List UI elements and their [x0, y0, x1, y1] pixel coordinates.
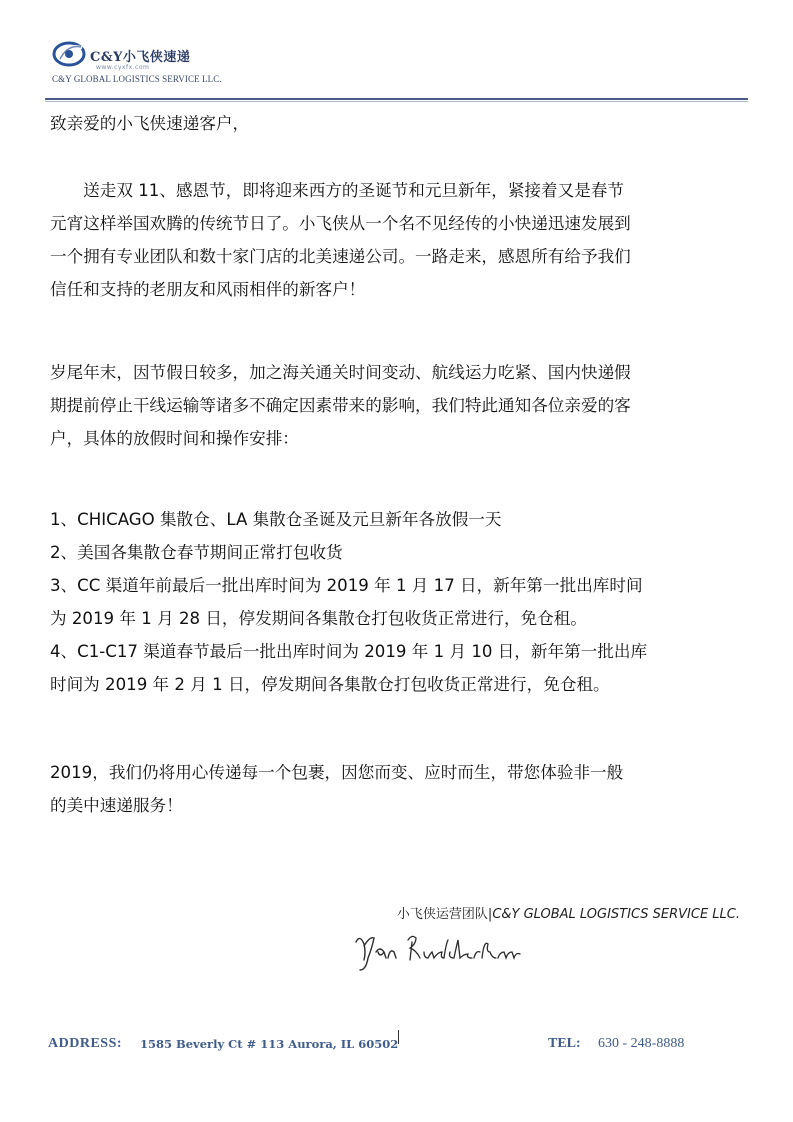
paragraph-line: 2019，我们仍将用心传递每一个包裹，因您而变、应时而生，带您体验非一般: [50, 763, 624, 782]
paragraph-line: 期提前停止干线运输等诸多不确定因素带来的影响，我们特此通知各位亲爱的客: [50, 396, 631, 415]
schedule-item: 为 2019 年 1 月 28 日，停发期间各集散仓打包收货正常进行，免仓租。: [50, 609, 587, 628]
paragraph-line: 送走双 11、感恩节，即将迎来西方的圣诞节和元旦新年，紧接着又是春节: [50, 181, 624, 200]
paragraph-notice: [50, 356, 750, 455]
team-signoff: [397, 903, 740, 922]
team-name-en: C&Y GLOBAL LOGISTICS SERVICE LLC.: [492, 907, 740, 922]
paragraph-line: 户，具体的放假时间和操作安排：: [50, 429, 299, 448]
signature-name: Yan Rudderham: [514, 974, 522, 975]
paragraph-line: 一个拥有专业团队和数十家门店的北美速递公司。一路走来，感恩所有给予我们: [50, 247, 631, 266]
schedule-item: 时间为 2019 年 2 月 1 日，停发期间各集散仓打包收货正常进行，免仓租。: [50, 675, 610, 694]
company-logo-icon: [52, 38, 88, 70]
greeting-line: 致亲爱的小飞侠速递客户，: [50, 114, 250, 133]
phone-label: TEL:: [548, 1036, 581, 1051]
team-name-cn: 小飞侠运营团队|: [396, 907, 493, 922]
header-divider: [45, 98, 748, 100]
letterhead: [52, 38, 352, 88]
schedule-item: 3、CC 渠道年前最后一批出库时间为 2019 年 1 月 17 日，新年第一批出库时间: [50, 576, 643, 595]
paragraph-line: 岁尾年末，因节假日较多，加之海关通关时间变动、航线运力吃紧、国内快递假: [50, 363, 631, 382]
schedule-list: [50, 503, 750, 701]
company-name-en: C&Y GLOBAL LOGISTICS SERVICE LLC.: [52, 74, 222, 84]
paragraph-line: 信任和支持的老朋友和风雨相伴的新客户！: [50, 280, 366, 299]
website-url: www.cyxfx.com: [96, 64, 150, 71]
schedule-item: 4、C1-C17 渠道春节最后一批出库时间为 2019 年 1 月 10 日，新年第一批出库: [50, 642, 648, 661]
address-value: 1585 Beverly Ct # 113 Aurora, IL 60502: [140, 1037, 399, 1051]
paragraph-line: 元宵这样举国欢腾的传统节日了。小飞侠从一个名不见经传的小快递迅速发展到: [50, 214, 631, 233]
paragraph-line: 的美中速递服务！: [50, 796, 183, 815]
schedule-item: 2、美国各集散仓春节期间正常打包收货: [50, 543, 343, 562]
header-divider-thin: [45, 101, 748, 102]
schedule-item: 1、CHICAGO 集散仓、LA 集散仓圣诞及元旦新年各放假一天: [50, 510, 502, 529]
address-label: ADDRESS:: [48, 1036, 123, 1051]
phone-value: 630 - 248-8888: [598, 1036, 685, 1051]
greeting: [50, 107, 750, 140]
paragraph-intro: [50, 174, 750, 306]
footer-contact: [48, 1036, 748, 1056]
brand-name-cn: C&Y小飞侠速递: [90, 50, 191, 65]
handwritten-signature: [350, 930, 525, 975]
paragraph-closing: [50, 756, 750, 822]
